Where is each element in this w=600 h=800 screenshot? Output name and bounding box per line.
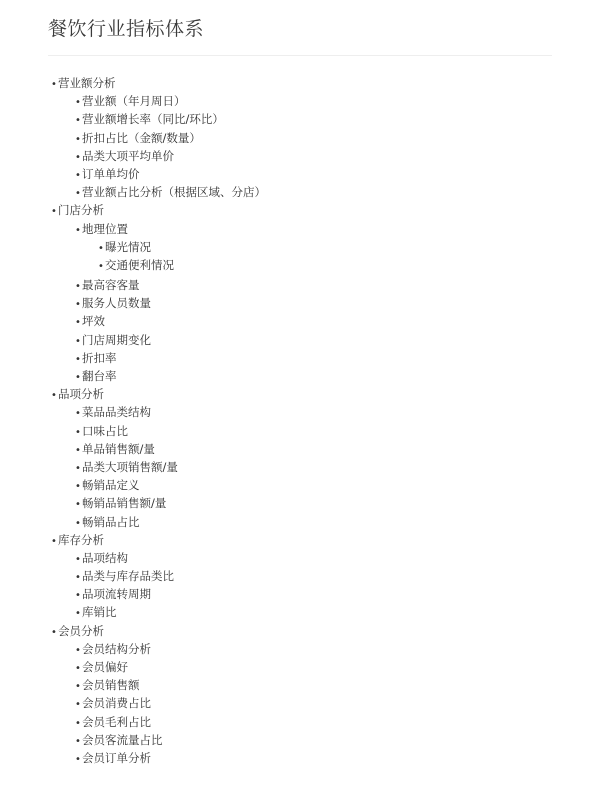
outline-item	[75, 603, 266, 621]
indicator-outline	[51, 74, 266, 767]
outline-label: 营业额（年月周日）	[82, 94, 186, 109]
bullet-icon: •	[75, 681, 81, 693]
outline-label: 会员结构分析	[82, 641, 151, 656]
outline-label: 品项分析	[58, 387, 104, 402]
bullet-icon: •	[75, 133, 81, 145]
bullet-icon: •	[75, 499, 81, 511]
outline-row	[75, 658, 266, 676]
bullet-icon: •	[75, 644, 81, 656]
bullet-icon: •	[51, 626, 57, 638]
outline-item	[75, 731, 266, 749]
outline-row	[75, 440, 266, 458]
outline-item	[75, 567, 266, 585]
outline-sublist	[51, 220, 266, 386]
outline-row	[75, 183, 266, 201]
outline-label: 营业额占比分析（根据区域、分店）	[82, 185, 266, 200]
outline-item	[75, 549, 266, 567]
outline-label: 交通便利情况	[105, 257, 174, 272]
outline-item	[75, 476, 266, 494]
bullet-icon: •	[75, 426, 81, 438]
bullet-icon: •	[75, 699, 81, 711]
bullet-icon: •	[75, 151, 81, 163]
outline-label: 会员消费占比	[82, 696, 151, 711]
bullet-icon: •	[75, 753, 81, 765]
outline-row	[75, 422, 266, 440]
bullet-icon: •	[75, 408, 81, 420]
bullet-icon: •	[75, 517, 81, 529]
outline-label: 会员毛利占比	[82, 714, 151, 729]
outline-row	[75, 585, 266, 603]
outline-item	[75, 422, 266, 440]
outline-item	[75, 367, 266, 385]
outline-row	[75, 129, 266, 147]
bullet-icon: •	[75, 317, 81, 329]
outline-item	[75, 676, 266, 694]
bullet-icon: •	[75, 224, 81, 236]
outline-item	[75, 92, 266, 110]
outline-row	[75, 494, 266, 512]
outline-item	[75, 658, 266, 676]
outline-subitem	[98, 256, 266, 274]
outline-row	[75, 312, 266, 330]
outline-row	[75, 165, 266, 183]
outline-label: 库存分析	[58, 532, 104, 547]
outline-label: 畅销品销售额/量	[82, 496, 167, 511]
outline-section	[51, 622, 266, 768]
bullet-icon: •	[75, 608, 81, 620]
outline-item	[75, 183, 266, 201]
outline-label: 口味占比	[82, 423, 128, 438]
outline-section	[51, 74, 266, 201]
outline-label: 会员销售额	[82, 678, 140, 693]
outline-item	[75, 694, 266, 712]
outline-sublist	[75, 238, 266, 274]
outline-item	[75, 110, 266, 128]
outline-label: 会员分析	[58, 623, 104, 638]
outline-label: 折扣占比（金额/数量）	[82, 130, 201, 145]
outline-section	[51, 531, 266, 622]
outline-row	[75, 694, 266, 712]
outline-item	[75, 749, 266, 767]
bullet-icon: •	[75, 335, 81, 347]
outline-item	[75, 440, 266, 458]
outline-row	[51, 531, 266, 549]
outline-row	[51, 74, 266, 92]
bullet-icon: •	[75, 444, 81, 456]
outline-row	[75, 458, 266, 476]
bullet-icon: •	[75, 372, 81, 383]
outline-row	[51, 622, 266, 640]
outline-label: 服务人员数量	[82, 296, 151, 311]
outline-sublist	[51, 640, 266, 767]
outline-row	[75, 331, 266, 349]
outline-section	[51, 201, 266, 385]
bullet-icon: •	[75, 735, 81, 747]
outline-label: 品项流转周期	[82, 587, 151, 602]
outline-label: 品类大项平均单价	[82, 148, 174, 163]
outline-row	[98, 256, 266, 274]
outline-sublist	[51, 549, 266, 622]
outline-item	[75, 494, 266, 512]
outline-row	[75, 603, 266, 621]
outline-row	[75, 110, 266, 128]
outline-label: 订单单均价	[82, 166, 140, 181]
outline-row	[75, 640, 266, 658]
bullet-icon: •	[75, 353, 81, 365]
outline-row	[51, 385, 266, 403]
outline-row	[75, 731, 266, 749]
outline-row	[75, 713, 266, 731]
outline-row	[75, 403, 266, 421]
outline-item	[75, 349, 266, 367]
outline-item	[75, 403, 266, 421]
outline-row	[75, 367, 266, 385]
outline-item	[75, 294, 266, 312]
bullet-icon: •	[75, 663, 81, 674]
outline-item	[75, 713, 266, 731]
bullet-icon: •	[75, 115, 81, 127]
bullet-icon: •	[75, 717, 81, 729]
outline-label: 菜品品类结构	[82, 405, 151, 420]
outline-row	[75, 92, 266, 110]
bullet-icon: •	[75, 572, 81, 584]
outline-row	[75, 567, 266, 585]
outline-label: 翻台率	[82, 369, 117, 383]
outline-label: 畅销品占比	[82, 514, 140, 529]
outline-label: 折扣率	[82, 350, 117, 365]
outline-label: 门店分析	[58, 203, 104, 218]
outline-row	[75, 349, 266, 367]
outline-label: 会员偏好	[82, 660, 128, 674]
bullet-icon: •	[98, 260, 104, 272]
outline-item	[75, 312, 266, 330]
outline-row	[75, 147, 266, 165]
outline-label: 营业额分析	[58, 76, 116, 90]
bullet-icon: •	[51, 535, 57, 547]
outline-label: 会员客流量占比	[82, 732, 163, 747]
bullet-icon: •	[75, 169, 81, 181]
outline-item	[75, 331, 266, 349]
outline-row	[75, 676, 266, 694]
outline-label: 库销比	[82, 605, 117, 620]
outline-sublist	[51, 403, 266, 530]
bullet-icon: •	[51, 206, 57, 218]
outline-subitem	[98, 238, 266, 256]
bullet-icon: •	[75, 481, 81, 493]
outline-label: 会员订单分析	[82, 750, 151, 765]
bullet-icon: •	[75, 188, 81, 200]
outline-item	[75, 129, 266, 147]
outline-item	[75, 147, 266, 165]
outline-label: 营业额增长率（同比/环比）	[82, 112, 224, 127]
outline-item	[75, 513, 266, 531]
bullet-icon: •	[75, 553, 81, 565]
outline-label: 坪效	[82, 314, 105, 329]
bullet-icon: •	[51, 79, 57, 90]
bullet-icon: •	[75, 590, 81, 602]
outline-label: 品项结构	[82, 550, 128, 565]
outline-row	[75, 513, 266, 531]
outline-item	[75, 165, 266, 183]
outline-row	[75, 294, 266, 312]
outline-row	[98, 238, 266, 256]
outline-label: 门店周期变化	[82, 332, 151, 347]
bullet-icon: •	[75, 462, 81, 474]
outline-label: 品类大项销售额/量	[82, 459, 178, 474]
outline-item	[75, 220, 266, 275]
bullet-icon: •	[75, 97, 81, 109]
outline-item	[75, 640, 266, 658]
page-title: 餐饮行业指标体系	[48, 18, 205, 40]
outline-row	[51, 201, 266, 219]
outline-row	[75, 476, 266, 494]
bullet-icon: •	[98, 242, 104, 254]
title-divider	[48, 55, 552, 56]
outline-label: 品类与库存品类比	[82, 569, 174, 584]
outline-label: 曝光情况	[105, 239, 151, 254]
outline-item	[75, 585, 266, 603]
outline-item	[75, 458, 266, 476]
outline-sublist	[51, 92, 266, 201]
outline-label: 畅销品定义	[82, 478, 140, 493]
outline-row	[75, 749, 266, 767]
bullet-icon: •	[75, 281, 81, 293]
outline-label: 地理位置	[82, 221, 128, 236]
outline-label: 最高容客量	[82, 278, 140, 293]
outline-label: 单品销售额/量	[82, 441, 155, 456]
outline-row	[75, 549, 266, 567]
bullet-icon: •	[51, 390, 57, 402]
outline-row	[75, 220, 266, 238]
outline-row	[75, 276, 266, 294]
outline-section	[51, 385, 266, 531]
outline-item	[75, 276, 266, 294]
bullet-icon: •	[75, 299, 81, 311]
